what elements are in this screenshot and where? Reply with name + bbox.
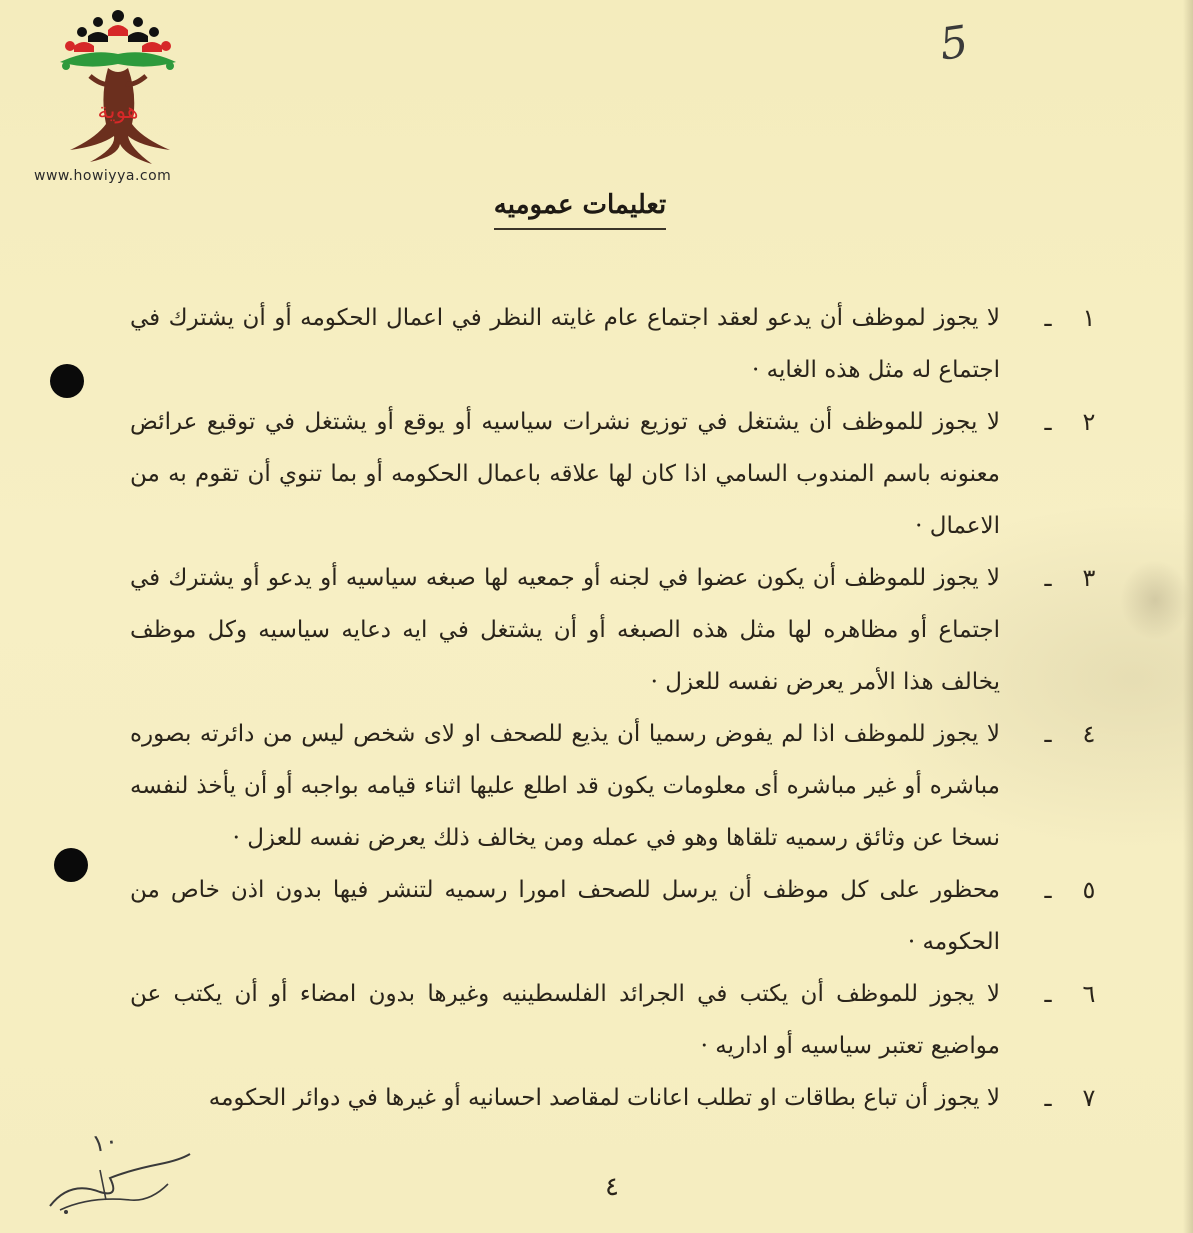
- instruction-item: [130, 1072, 1110, 1124]
- instruction-item: [130, 864, 1110, 968]
- instruction-item: [130, 552, 1110, 708]
- howiyya-logo: [30, 6, 205, 191]
- instruction-item: [130, 708, 1110, 864]
- item-text: لا يجوز لموظف أن يدعو لعقد اجتماع عام غايته النظر في اعمال الحكومه أو أن يشترك في اجتماع له مثل هذه الغايه ·: [130, 305, 1000, 383]
- item-number: ٦ـ: [1044, 980, 1096, 1008]
- item-number: ٢ـ: [1044, 408, 1096, 436]
- item-number: ١ـ: [1044, 304, 1096, 332]
- item-text: لا يجوز أن تباع بطاقات او تطلب اعانات لمقاصد احسانيه أو غيرها في دوائر الحكومه: [208, 1085, 1000, 1111]
- item-number: ٤ـ: [1044, 720, 1096, 748]
- page-number: 5: [936, 16, 972, 71]
- item-number: ٧ـ: [1044, 1084, 1096, 1112]
- handwritten-signature: [40, 1140, 200, 1220]
- logo-figures: [60, 10, 176, 70]
- item-text: لا يجوز للموظف أن يكون عضوا في لجنه أو جمعيه لها صبغه سياسيه أو يدعو أو يشترك في اجتماع أو مظاهره لها مثل هذه الصبغه أو أن يشتغل في ايه دعايه سياسيه وكل موظف يخالف هذا الأمر يعرض نفسه للعزل ·: [130, 565, 1000, 695]
- item-number: ٥ـ: [1044, 876, 1096, 904]
- instruction-item: [130, 396, 1110, 552]
- item-text: لا يجوز للموظف أن يشتغل في توزيع نشرات سياسيه أو يوقع أو يشتغل في توقيع عرائض معنونه باسم المندوب السامي اذا كان لها علاقه باعمال الحكومه أو بما تنوي أن تقوم به من الاعمال ·: [130, 409, 1000, 539]
- instruction-item: [130, 292, 1110, 396]
- page-title: تعليمات عموميه: [494, 190, 666, 230]
- item-text: لا يجوز للموظف اذا لم يفوض رسميا أن يذيع للصحف او لاى شخص ليس من دائرته بصوره مباشره أو غير مباشره أى معلومات يكون قد اطلع عليها اثناء قيامه بواجبه أو أن يأخذ لنفسه نسخا عن وثائق رسميه تلقاها وهو في عمله ومن يخالف ذلك يعرض نفسه للعزل ·: [130, 721, 1000, 851]
- heading-wrap: [460, 190, 700, 230]
- instruction-list: [130, 292, 1110, 1124]
- item-text: لا يجوز للموظف أن يكتب في الجرائد الفلسطينيه وغيرها بدون امضاء أو أن يكتب عن مواضيع تعتبر سياسيه أو اداريه ·: [130, 981, 1000, 1059]
- binder-hole-bottom: [54, 848, 88, 882]
- handwritten-note: ١٠: [89, 1125, 121, 1159]
- instruction-item: [130, 968, 1110, 1072]
- item-text: محظور على كل موظف أن يرسل للصحف امورا رسميه لتنشر فيها بدون اذن خاص من الحكومه ·: [130, 877, 1000, 955]
- paper-smudge: [1120, 560, 1190, 640]
- logo-url: www.howiyya.com: [34, 168, 172, 184]
- item-number: ٣ـ: [1044, 564, 1096, 592]
- logo-wordmark: هوية: [97, 99, 139, 124]
- bottom-mark: ٤: [605, 1172, 619, 1202]
- binder-hole-top: [50, 364, 84, 398]
